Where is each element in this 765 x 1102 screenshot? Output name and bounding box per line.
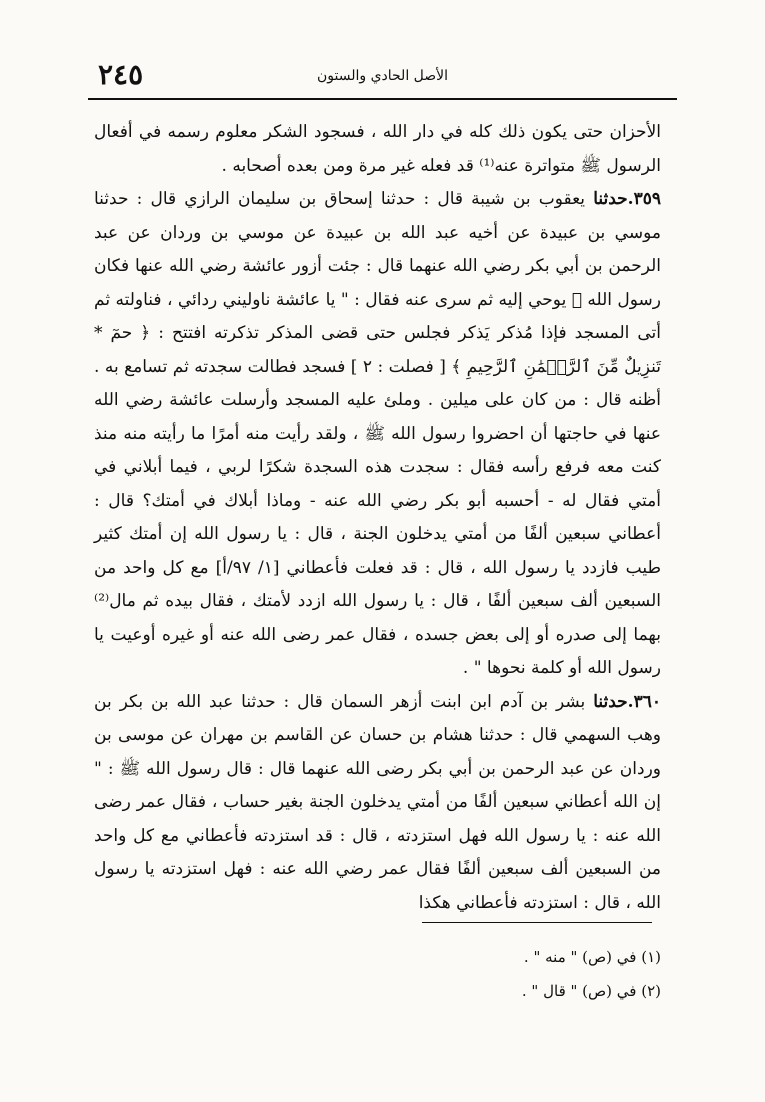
hadith-text: يعقوب بن شيبة قال : حدثنا إسحاق بن سليمان الرازي قال : حدثنا موسي بن عبيدة عن أخيه عبد الله بن عبيدة عن موسي بن وردان عن عبد الرحمن بن أبي بكر رضي الله عنهما قال : جئت أزور عائشة رضي الله عنها فكان رسول الله ﷺ يوحي إليه ثم سرى عنه فقال : " يا عائشة ناوليني ردائي ، فناولته ثم أتى المسجد فإذا مُذكر يَذكر فجلس حتى قضى المذكر تذكرته افتتح : ﴿ حمٓ * تَنزِيلٌ مِّنَ ٱلرَّحۡمَٰنِ ٱلرَّحِيمِ ﴾ [ فصلت : ٢ ] فسجد فطالت سجدته ثم تسامع به . أظنه قال : من كان على ميلين . وملئ عليه المسجد وأرسلت عائشة رضي الله عنها في حاجتها أن احضروا رسول الله ﷺ ، ولقد رأيت منه أمرًا ما رأيته منه منذ كنت معه فرفع رأسه فقال : سجدت هذه السجدة شكرًا لربي ، فيما أبلاني في أمتي فقال له - أحسبه أبو بكر رضي الله عنه - وماذا أبلاك في أمتك؟ قال : أعطاني سبعين ألفًا من أمتي يدخلون الجنة ، قال : يا رسول الله إن أمتك كثير طيب فازدد يا رسول الله ، قال : قد فعلت فأعطاني [١/ ٩٧/أ] مع كل واحد من السبعين ألف سبعين ألفًا ، قال : يا رسول الله ازدد لأمتك ، فقال بيده ثم مال⁽²⁾ بهما إلى صدره أو إلى بعض جسده ، فقال عمر رضى الله عنه أو غيره أوعيت يا رسول الله أو كلمة نحوها " . xyxy=(94,189,661,678)
footnotes xyxy=(300,940,661,1008)
page-number: ٢٤٥ xyxy=(98,58,144,91)
footnote-2: (٢) في (ص) " قال " . xyxy=(521,982,661,1000)
hadith-text: بشر بن آدم ابن ابنت أزهر السمان قال : حدثنا عبد الله بن بكر بن وهب السهمي قال : حدثنا هشام بن حسان عن القاسم بن مهران عن موسى بن وردان عن عبد الرحمن بن أبي بكر رضى الله عنهما قال : قال رسول الله ﷺ : " إن الله أعطاني سبعين ألفًا من أمتي يدخلون الجنة بغير حساب ، فقال عمر رضى الله عنه : يا رسول الله فهل استزدته ، قال : قد استزدته فأعطاني مع كل واحد من السبعين ألف سبعين ألفًا فقال عمر رضي الله عنه : فهل استزدته يا رسول الله ، قال : استزدته فأعطاني هكذا xyxy=(94,691,661,913)
hadith-360 xyxy=(94,686,661,921)
hadith-lead: حدثنا xyxy=(593,691,628,712)
footnote-1: (١) في (ص) " منه " . xyxy=(523,948,661,966)
hadith-number: ٣٦٠. xyxy=(627,691,661,712)
hadith-number: ٣٥٩. xyxy=(627,189,661,209)
hadith-lead: حدثنا xyxy=(593,189,628,209)
paragraph-continuation: الأحزان حتى يكون ذلك كله في دار الله ، فسجود الشكر معلوم رسمه في أفعال الرسول ﷺ متواترة عنه⁽¹⁾ قد فعله غير مرة ومن بعده أصحابه . xyxy=(94,122,661,176)
footnote-divider xyxy=(422,922,652,923)
hadith-359 xyxy=(94,183,661,686)
running-title: الأصل الحادي والستون xyxy=(316,68,449,84)
main-text xyxy=(94,116,661,920)
page-header xyxy=(88,52,677,100)
